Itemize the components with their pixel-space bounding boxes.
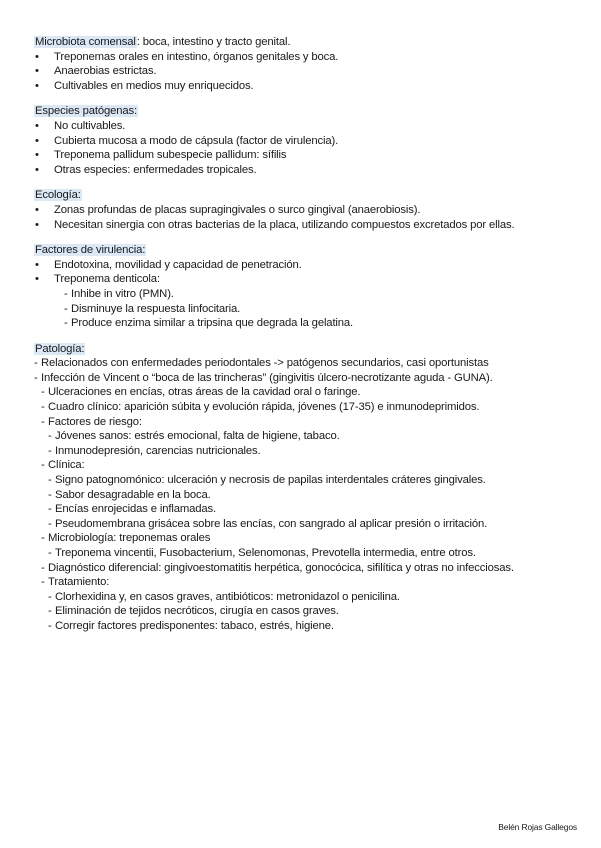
patogenas-list (34, 119, 564, 177)
heading-highlight: Ecología: (35, 189, 81, 202)
list-item: - Signo patognomónico: ulceración y necrosis de papilas interdentales cráteres gingivales. (48, 473, 564, 488)
section-ecologia (34, 188, 564, 232)
list-item: - Inmunodepresión, carencias nutricionales. (48, 444, 564, 459)
heading-highlight: Especies patógenas: (35, 105, 138, 118)
list-item: - Ulceraciones en encías, otras áreas de la cavidad oral o faringe. (41, 385, 564, 400)
micro-list (48, 546, 564, 561)
list-item: • Cultivables en medios muy enriquecidos. (34, 79, 564, 94)
section-heading-ecologia (34, 188, 564, 203)
list-item (34, 371, 564, 634)
list-item: - Eliminación de tejidos necróticos, cirugía en casos graves. (48, 604, 564, 619)
list-item (41, 415, 564, 459)
heading-highlight: Microbiota comensal (35, 36, 136, 48)
list-item: • Otras especies: enfermedades tropicales. (34, 163, 564, 178)
list-item: • Necesitan sinergia con otras bacterias de la placa, utilizando compuestos excretados por ellas. (34, 218, 564, 233)
list-item: - Pseudomembrana grisácea sobre las encías, con sangrado al aplicar presión o irritación. (48, 517, 564, 532)
list-item (41, 575, 564, 633)
list-item (41, 458, 564, 531)
list-item: - Clorhexidina y, en casos graves, antibióticos: metronidazol o penicilina. (48, 590, 564, 605)
list-item-text: Treponema denticola: (54, 273, 160, 286)
list-item: - Relacionados con enfermedades periodontales -> patógenos secundarios, casi oportunistas (34, 356, 564, 371)
section-patogenas (34, 104, 564, 177)
vincent-list (41, 385, 564, 633)
section-heading-comensal (34, 35, 564, 50)
list-item: - Inhibe in vitro (PMN). (64, 287, 564, 302)
riesgo-list (48, 429, 564, 458)
list-item-text: Microbiología: treponemas orales (48, 532, 211, 545)
tratamiento-list (48, 590, 564, 634)
list-item: - Produce enzima similar a tripsina que degrada la gelatina. (64, 316, 564, 331)
list-item-text: Factores de riesgo: (48, 415, 142, 428)
list-item: - Diagnóstico diferencial: gingivoestomatitis herpética, gonocócica, sifilítica y otras no infecciosas. (41, 561, 564, 576)
list-item: - Corregir factores predisponentes: tabaco, estrés, higiene. (48, 619, 564, 634)
list-item: • Cubierta mucosa a modo de cápsula (factor de virulencia). (34, 134, 564, 149)
patologia-list (34, 356, 564, 633)
heading-highlight: Patología: (35, 342, 85, 355)
section-patologia (34, 342, 564, 634)
notes-page (34, 35, 564, 645)
list-item: - Encías enrojecidas e inflamadas. (48, 502, 564, 517)
virulencia-list (34, 258, 564, 331)
list-item-text: Clínica: (48, 459, 85, 472)
list-item (41, 531, 564, 560)
list-item (34, 272, 564, 330)
list-item: - Treponema vincentii, Fusobacterium, Selenomonas, Prevotella intermedia, entre otros. (48, 546, 564, 561)
list-item: • Zonas profundas de placas supragingivales o surco gingival (anaerobiosis). (34, 203, 564, 218)
comensal-list (34, 50, 564, 94)
heading-text-rest: : (136, 36, 140, 48)
list-item-text: Infección de Vincent o “boca de las trincheras” (gingivitis úlcero-necrotizante aguda - GUNA). (41, 371, 493, 384)
denticola-list (64, 287, 564, 331)
clinica-list (48, 473, 564, 531)
list-item-text: Tratamiento: (48, 576, 110, 589)
list-item: - Disminuye la respuesta linfocitaria. (64, 302, 564, 317)
list-item: - Cuadro clínico: aparición súbita y evolución rápida, jóvenes (17-35) e inmunodeprimidos. (41, 400, 564, 415)
list-item: • No cultivables. (34, 119, 564, 134)
list-item: • Anaerobias estrictas. (34, 64, 564, 79)
heading-inline-text: boca, intestino y tracto genital. (139, 36, 291, 48)
ecologia-list (34, 203, 564, 232)
section-heading-virulencia (34, 243, 564, 258)
list-item: - Sabor desagradable en la boca. (48, 488, 564, 503)
list-item: • Endotoxina, movilidad y capacidad de penetración. (34, 258, 564, 273)
section-heading-patologia (34, 342, 564, 357)
author-footer: Belén Rojas Gallegos (498, 822, 577, 832)
section-comensal (34, 35, 564, 93)
list-item: • Treponema pallidum subespecie pallidum: sífilis (34, 148, 564, 163)
section-heading-patogenas (34, 104, 564, 119)
heading-highlight: Factores de virulencia: (35, 244, 146, 257)
section-virulencia (34, 243, 564, 331)
list-item: • Treponemas orales en intestino, órganos genitales y boca. (34, 50, 564, 65)
list-item: - Jóvenes sanos: estrés emocional, falta de higiene, tabaco. (48, 429, 564, 444)
